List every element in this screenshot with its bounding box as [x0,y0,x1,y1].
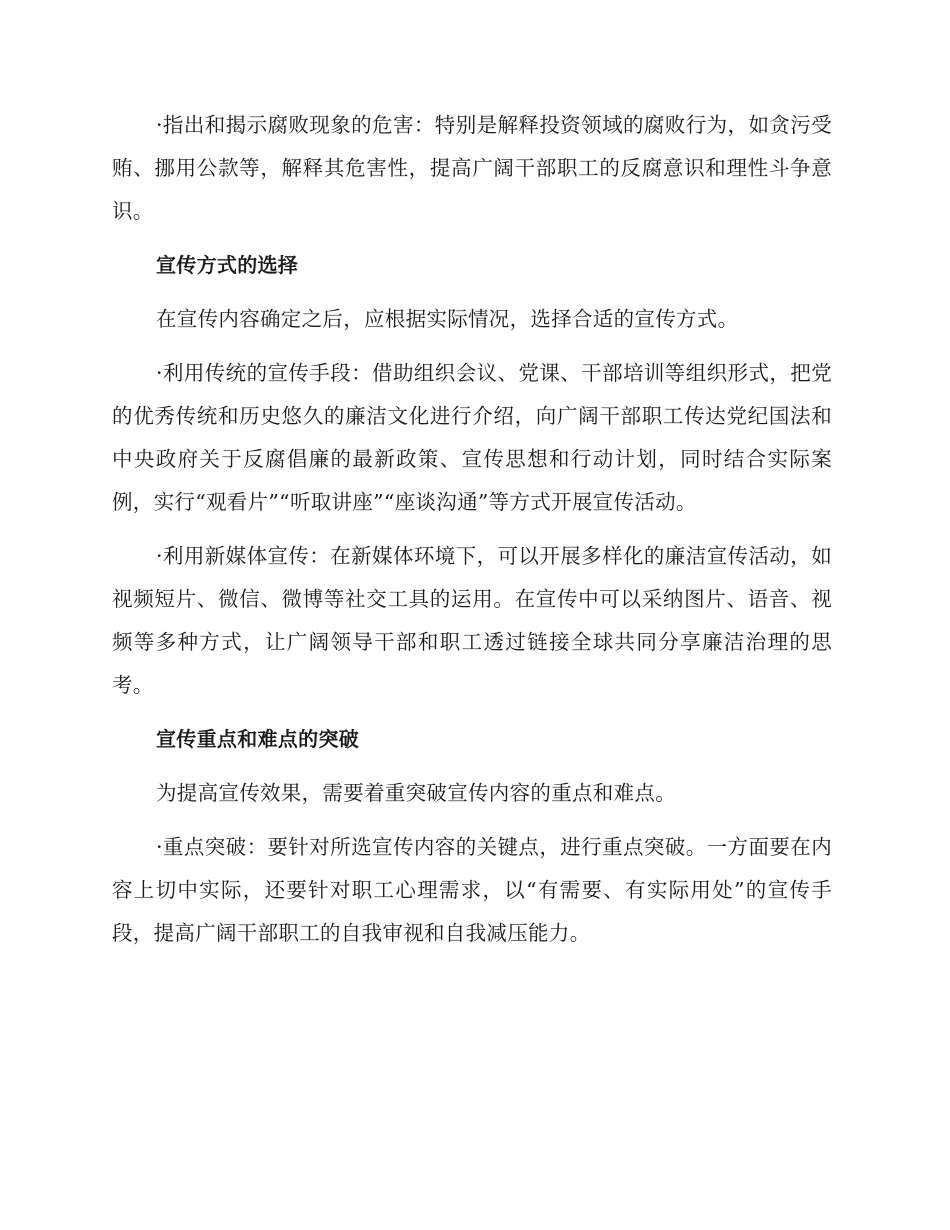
paragraph-new-media: ·利用新媒体宣传：在新媒体环境下，可以开展多样化的廉洁宣传活动，如视频短片、微信、微博等社交工具的运用。在宣传中可以采纳图片、语音、视频等多种方式，让广阔领导干部和职工透过链接全球共同分享廉洁治理的思考。 [112,544,832,697]
paragraph-key-points-intro: 为提高宣传效果，需要着重突破宣传内容的重点和难点。 [156,781,676,805]
section-heading-publicity-methods: 宣传方式的选择 [156,253,299,277]
paragraph-gap [112,341,832,352]
document-body [112,104,832,955]
paragraph-gap [112,815,832,826]
paragraph-gap [112,287,832,298]
paragraph-gap [112,233,832,244]
paragraph-traditional-means: ·利用传统的宣传手段：借助组织会议、党课、干部培训等组织形式，把党的优秀传统和历史悠久的廉洁文化进行介绍，向广阔干部职工传达党纪国法和中央政府关于反腐倡廉的最新政策、宣传思想和行动计划，同时结合实际案例，实行“观看片”“听取讲座”“座谈沟通”等方式开展宣传活动。 [112,361,832,514]
paragraph-gap [112,707,832,718]
paragraph-gap [112,761,832,772]
paragraph-focus-breakthrough: ·重点突破：要针对所选宣传内容的关键点，进行重点突破。一方面要在内容上切中实际，还要针对职工心理需求，以“有需要、有实际用处”的宣传手段，提高广阔干部职工的自我审视和自我减压能力。 [112,835,832,945]
paragraph-corruption-harm: ·指出和揭示腐败现象的危害：特别是解释投资领域的腐败行为，如贪污受贿、挪用公款等，解释其危害性，提高广阔干部职工的反腐意识和理性斗争意识。 [112,113,832,223]
paragraph-gap [112,524,832,535]
paragraph-methods-intro: 在宣传内容确定之后，应根据实际情况，选择合适的宣传方式。 [156,307,739,331]
section-heading-key-points: 宣传重点和难点的突破 [156,727,359,751]
